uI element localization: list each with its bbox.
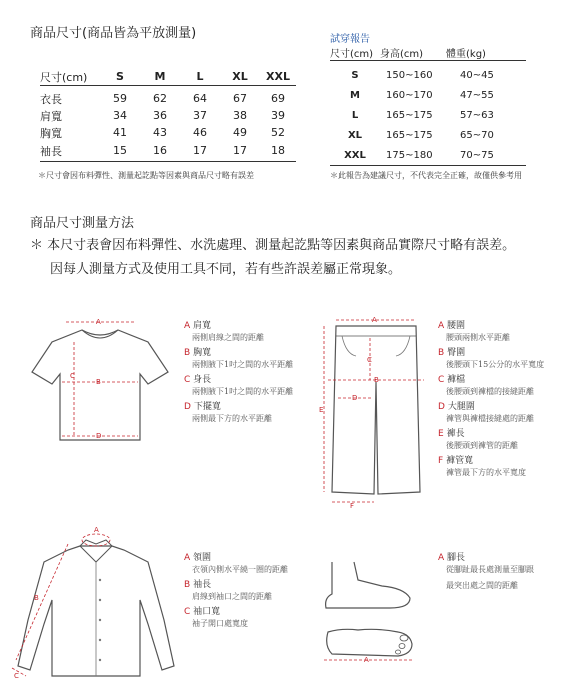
legend-title: 褲長 [446, 429, 465, 439]
cell: 39 [271, 109, 285, 122]
legend-key: D [184, 402, 191, 412]
legend-key: A [438, 553, 445, 563]
size-header-label: 尺寸(cm) [40, 68, 100, 86]
table-row [40, 141, 296, 161]
row-label: 衣長 [40, 92, 62, 106]
shirt-diagram [8, 520, 178, 680]
cell: 17 [180, 141, 220, 161]
fit-col-size: 尺寸(cm) [330, 44, 380, 61]
legend-title: 褲管寬 [446, 456, 474, 466]
legend-item [184, 606, 314, 630]
legend-title: 袖口寬 [193, 607, 221, 617]
legend-title: 腳長 [447, 553, 466, 563]
fit-report-title: 試穿報告 [330, 34, 370, 45]
legend-desc: 腰頭兩側水平距離 [446, 333, 510, 342]
legend-key: C [438, 375, 445, 385]
legend-title: 胸寬 [193, 348, 212, 358]
label-b: B [34, 594, 39, 602]
fit-weight: 70~75 [446, 145, 526, 166]
label-d: D [352, 394, 358, 402]
row-label: 肩寬 [40, 109, 62, 123]
fit-height: 165~175 [386, 129, 433, 141]
cell: 38 [233, 109, 247, 122]
legend-desc: 兩側最下方的水平距離 [192, 414, 272, 423]
label-b: B [96, 378, 101, 386]
size-col-m: M [140, 68, 180, 86]
label-a: A [94, 526, 99, 534]
fit-report-table [330, 44, 526, 166]
label-d: D [96, 432, 102, 440]
legend-title: 下擺寬 [193, 402, 221, 412]
label-a: A [372, 316, 377, 324]
legend-item [184, 374, 314, 398]
legend-desc: 後腰頭下15公分的水平寬度 [446, 360, 545, 369]
foot-diagram [318, 558, 418, 668]
legend-item [184, 401, 314, 425]
legend-title: 褲檔 [447, 375, 466, 385]
legend-desc: 最突出處之間的距離 [446, 581, 518, 590]
fit-size: XXL [330, 145, 380, 166]
fit-weight: 47~55 [460, 89, 494, 101]
fit-size: XL [347, 129, 363, 141]
label-c: C [70, 372, 75, 380]
legend-desc: 後腰頭到褲檔的接縫距離 [446, 387, 534, 396]
legend-item [438, 374, 568, 398]
cell: 37 [193, 109, 207, 122]
cell: 34 [113, 109, 127, 122]
label-f: F [350, 502, 355, 510]
foot-side-outline [326, 562, 410, 608]
cell: 17 [220, 141, 260, 161]
pants-legend [438, 320, 568, 482]
cell: 62 [153, 92, 167, 105]
pants-outline [332, 326, 420, 494]
legend-key: A [184, 321, 191, 331]
legend-item [184, 579, 314, 603]
shirt-legend [184, 552, 314, 633]
table-row [330, 105, 526, 125]
pants-pocket-left [342, 336, 356, 356]
table-row [40, 124, 296, 141]
tshirt-legend [184, 320, 314, 428]
fit-size: L [351, 109, 359, 121]
label-b: B [374, 376, 379, 384]
cell: 41 [113, 126, 127, 139]
fit-height: 160~170 [386, 89, 433, 101]
cell: 36 [153, 109, 167, 122]
legend-desc: 袖子開口處寬度 [192, 619, 248, 628]
fit-report-header [330, 44, 526, 61]
table-row [330, 125, 526, 145]
cell: 43 [153, 126, 167, 139]
pants-diagram [316, 312, 436, 512]
table-row [330, 85, 526, 105]
legend-key: C [184, 607, 191, 617]
legend-desc: 兩側腋下1吋之間的水平距離 [192, 360, 294, 369]
size-col-xxl: XXL [260, 68, 296, 86]
fit-size: S [351, 69, 359, 81]
fit-height: 175~180 [380, 145, 446, 166]
legend-desc: 褲管最下方的水平寬度 [446, 468, 526, 477]
legend-item [184, 347, 314, 371]
fit-weight: 40~45 [460, 69, 494, 81]
method-title: 商品尺寸測量方法 [30, 216, 135, 231]
legend-item [438, 428, 568, 452]
cell: 49 [233, 126, 247, 139]
legend-item [438, 401, 568, 425]
fit-size: M [350, 89, 360, 101]
size-col-s: S [100, 68, 140, 86]
tshirt-diagram [30, 312, 180, 452]
legend-item [184, 552, 314, 576]
cell: 64 [193, 92, 207, 105]
legend-desc: 從腳趾最長處測量至腳跟 [446, 565, 534, 574]
cell: 15 [100, 141, 140, 161]
legend-desc: 兩側肩線之間的距離 [192, 333, 264, 342]
legend-title: 臀圍 [447, 348, 466, 358]
legend-key: E [438, 429, 444, 439]
foot-bottom-outline [327, 629, 412, 656]
legend-item [184, 320, 314, 344]
size-table [40, 68, 296, 162]
legend-desc: 褲管與褲檔接縫處的距離 [446, 414, 534, 423]
legend-title: 腰圍 [447, 321, 466, 331]
label-c: C [367, 356, 372, 364]
legend-key: C [184, 375, 191, 385]
legend-key: A [438, 321, 445, 331]
fit-height: 150~160 [386, 69, 433, 81]
legend-title: 身長 [193, 375, 212, 385]
fit-col-weight: 體重(kg) [446, 44, 526, 61]
cell: 18 [260, 141, 296, 161]
legend-key: B [184, 348, 191, 358]
shirt-buttons [99, 579, 101, 661]
legend-item [438, 347, 568, 371]
size-table-header [40, 68, 296, 86]
method-line-2: 因每人測量方式及使用工具不同，若有些許誤差屬正常現象。 [50, 262, 402, 277]
measure-line-b [16, 544, 68, 660]
cell: 46 [193, 126, 207, 139]
legend-item [438, 455, 568, 479]
legend-item [438, 320, 568, 344]
size-col-l: L [180, 68, 220, 86]
label-e: E [319, 406, 324, 414]
table-row [330, 145, 526, 166]
foot-legend [438, 552, 574, 595]
legend-key: B [438, 348, 445, 358]
fit-report-footnote: ＊此報告為建議尺寸，不代表完全正確，故僅供參考用 [330, 171, 522, 180]
legend-title: 領圍 [193, 553, 212, 563]
pants-pocket-right [396, 336, 410, 356]
legend-title: 大腿圍 [447, 402, 475, 412]
legend-desc: 衣領內側水平繞一圈的距離 [192, 565, 288, 574]
fit-col-height: 身高(cm) [380, 44, 446, 61]
legend-desc: 肩線到袖口之間的距離 [192, 592, 272, 601]
cell: 16 [140, 141, 180, 161]
foot-toes [396, 635, 409, 654]
row-label: 袖長 [40, 141, 100, 161]
method-note [30, 234, 570, 282]
label-a: A [96, 318, 101, 326]
legend-key: B [184, 580, 191, 590]
cell: 69 [271, 92, 285, 105]
legend-item [438, 552, 574, 592]
legend-key: D [438, 402, 445, 412]
legend-desc: 兩側腋下1吋之間的水平距離 [192, 387, 294, 396]
method-line-1: 本尺寸表會因布料彈性、水洗處理、測量起訖點等因素與商品實際尺寸略有誤差。 [47, 238, 516, 253]
cell: 52 [271, 126, 285, 139]
label-c: C [14, 672, 19, 680]
fit-weight: 65~70 [460, 129, 494, 141]
asterisk-icon: ＊ [30, 238, 44, 253]
table-row [330, 61, 526, 86]
table-row [40, 107, 296, 124]
table-row [40, 86, 296, 108]
legend-desc: 後腰頭到褲管的距離 [446, 441, 518, 450]
cell: 59 [113, 92, 127, 105]
size-chart-title: 商品尺寸(商品皆為平放測量) [30, 26, 197, 41]
fit-weight: 57~63 [460, 109, 494, 121]
legend-title: 肩寬 [193, 321, 212, 331]
label-a: A [364, 656, 369, 664]
cell: 67 [233, 92, 247, 105]
size-chart-footnote: ＊尺寸會因布料彈性、測量起訖點等因素與商品尺寸略有誤差 [38, 171, 254, 180]
fit-height: 165~175 [386, 109, 433, 121]
row-label: 胸寬 [40, 126, 62, 140]
legend-key: F [438, 456, 444, 466]
size-col-xl: XL [220, 68, 260, 86]
tshirt-collar [82, 330, 118, 338]
legend-title: 袖長 [193, 580, 212, 590]
legend-key: A [184, 553, 191, 563]
